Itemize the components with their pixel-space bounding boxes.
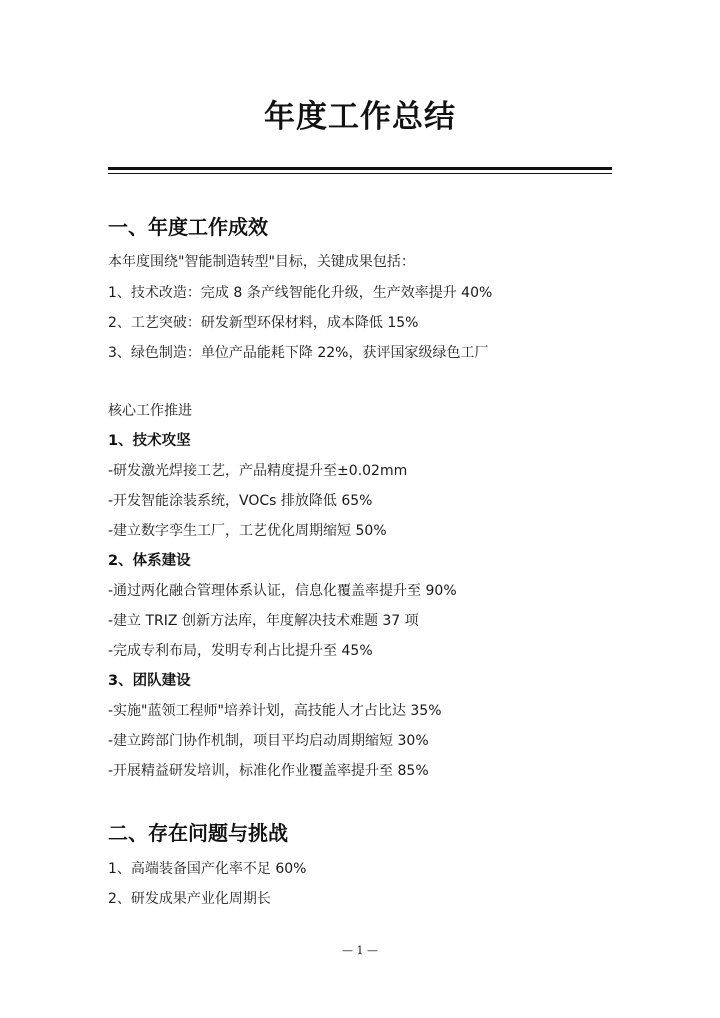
section-heading-challenges: 二、存在问题与挑战 [108,821,288,845]
list-item: -开发智能涂装系统，VOCs 排放降低 65% [108,493,373,509]
list-item: -实施"蓝领工程师"培养计划，高技能人才占比达 35% [108,703,442,719]
challenge-item: 1、高端装备国产化率不足 60% [108,861,307,877]
core-work-label: 核心工作推进 [108,403,192,419]
section-heading-achievements: 一、年度工作成效 [108,215,268,239]
result-item: 3、绿色制造：单位产品能耗下降 22%，获评国家级绿色工厂 [108,345,489,361]
list-item: -建立跨部门协作机制，项目平均启动周期缩短 30% [108,733,429,749]
result-item: 1、技术改造：完成 8 条产线智能化升级，生产效率提升 40% [108,285,493,301]
title-divider-thick [108,167,612,170]
result-item: 2、工艺突破：研发新型环保材料，成本降低 15% [108,315,419,331]
challenge-item: 2、研发成果产业化周期长 [108,891,271,907]
subsection-heading-team: 3、团队建设 [108,673,191,689]
list-item: -开展精益研发培训，标准化作业覆盖率提升至 85% [108,763,429,779]
list-item: -建立 TRIZ 创新方法库，年度解决技术难题 37 项 [108,613,419,629]
list-item: -建立数字孪生工厂，工艺优化周期缩短 50% [108,523,387,539]
section-intro: 本年度围绕"智能制造转型"目标，关键成果包括： [108,254,415,270]
list-item: -研发激光焊接工艺，产品精度提升至±0.02mm [108,463,408,479]
document-title: 年度工作总结 [264,99,456,135]
document-page [108,0,612,1018]
subsection-heading-system: 2、体系建设 [108,553,191,569]
page-number: — 1 — [342,944,378,957]
title-divider-thin [108,173,612,174]
list-item: -通过两化融合管理体系认证，信息化覆盖率提升至 90% [108,583,457,599]
list-item: -完成专利布局，发明专利占比提升至 45% [108,643,373,659]
subsection-heading-tech: 1、技术攻坚 [108,433,191,449]
